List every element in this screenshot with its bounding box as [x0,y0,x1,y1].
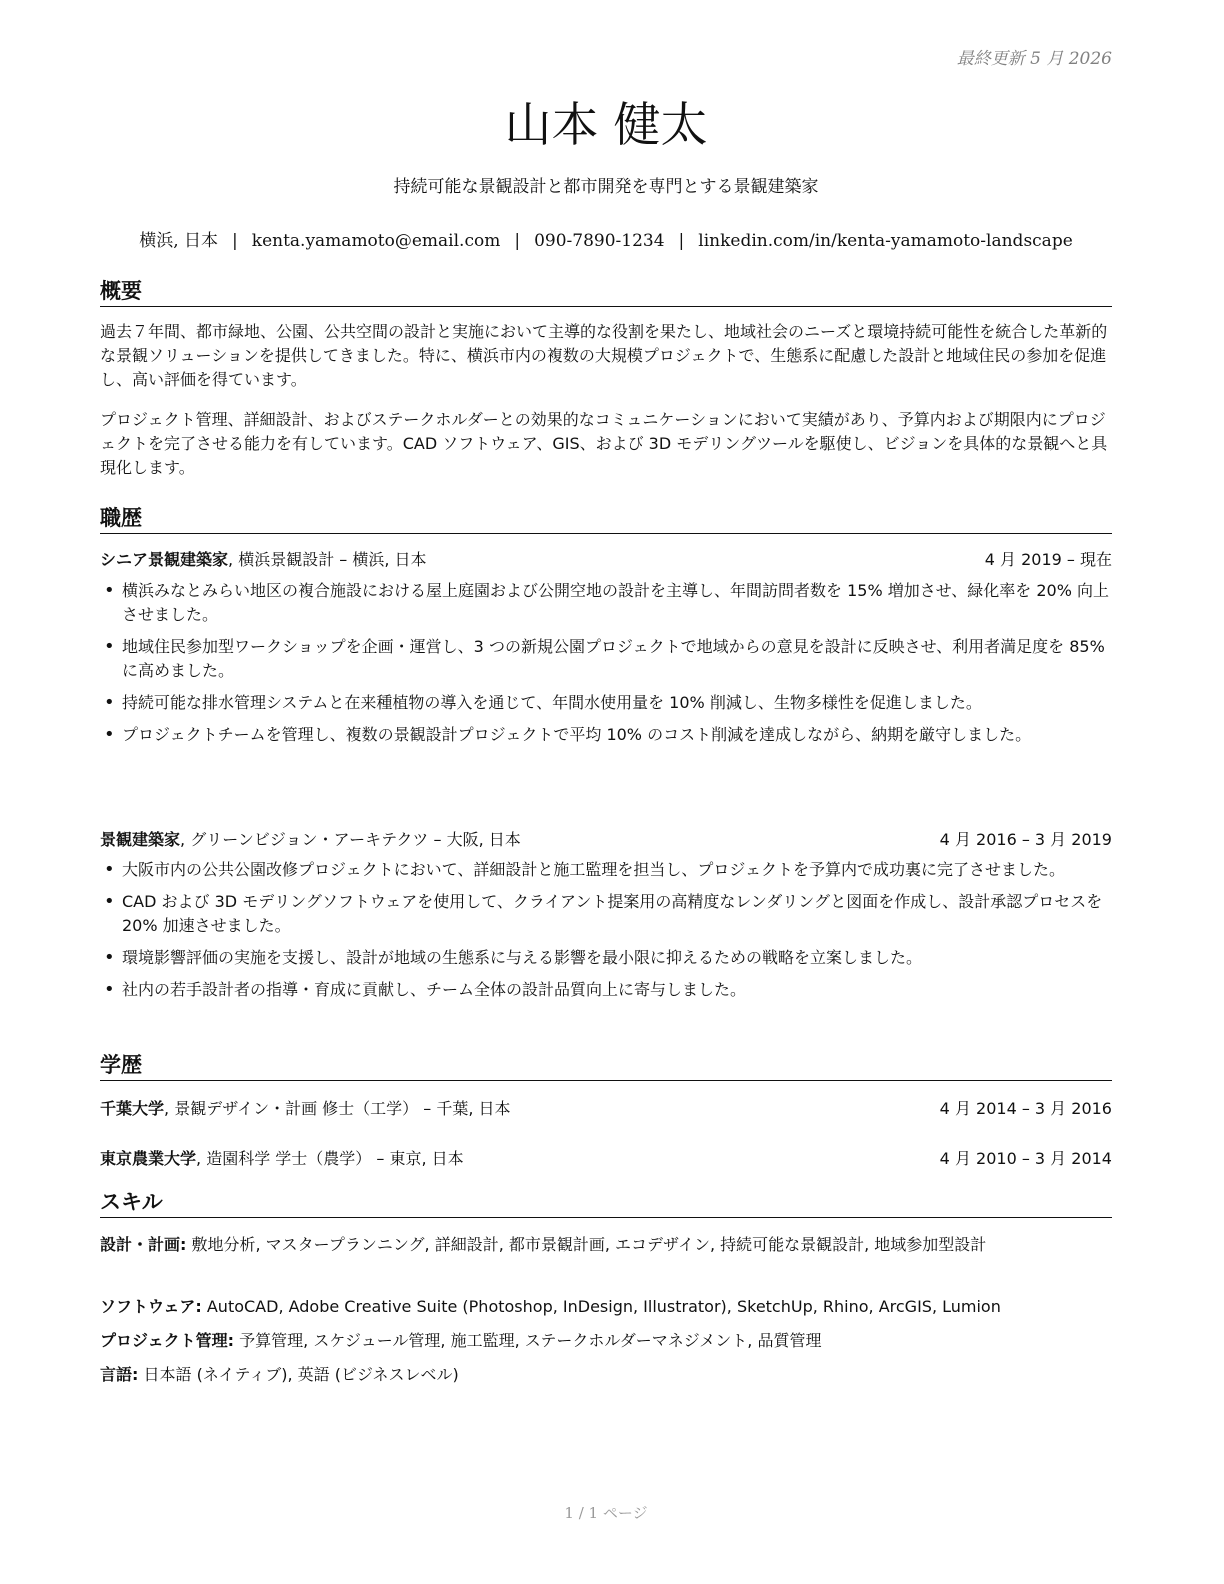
education-dates: 4 月 2010 – 3 月 2014 [939,1149,1112,1168]
skill-label: 設計・計画: [100,1235,187,1254]
job-dates: 4 月 2016 – 3 月 2019 [939,830,1112,849]
skill-row [100,1295,1112,1319]
school-name: 東京農業大学 [100,1149,197,1168]
education-line [100,1147,464,1171]
skill-row [100,1233,1112,1257]
list-item: • CAD および 3D モデリングソフトウェアを使用して、クライアント提案用の高精度なレンダリングと図面を作成し、設計承認プロセスを 20% 加速させました。 [100,890,1112,938]
job-title-line [100,828,521,852]
skill-row [100,1329,1112,1353]
education-dates: 4 月 2014 – 3 月 2016 [939,1099,1112,1118]
job-bullets [100,579,1112,755]
list-item: • 社内の若手設計者の指導・育成に貢献し、チーム全体の設計品質向上に寄与しました。 [100,978,1112,1002]
summary-paragraph: プロジェクト管理、詳細設計、およびステークホルダーとの効果的なコミュニケーションにおいて実績があり、予算内および期限内にプロジェクトを完了させる能力を有しています。CAD ソフトウェア、GIS、および 3D モデリングツールを駆使し、ビジョンを具体的な景観へと具現化します。 [100,410,1108,477]
list-item: • 環境影響評価の実施を支援し、設計が地域の生態系に与える影響を最小限に抑えるための戦略を立案しました。 [100,946,1112,970]
contact-linkedin[interactable]: linkedin.com/in/kenta-yamamoto-landscape [698,231,1073,251]
job-role: 景観建築家 [100,830,181,849]
skill-label: プロジェクト管理: [100,1331,235,1350]
section-title-summary: 概要 [100,278,1112,307]
job-company: , 横浜景観設計 – 横浜, 日本 [228,550,427,569]
school-name: 千葉大学 [100,1099,165,1118]
degree-detail: , 造園科学 学士（農学） – 東京, 日本 [196,1149,464,1168]
job-company: , グリーンビジョン・アーキテクツ – 大阪, 日本 [180,830,521,849]
skill-label: 言語: [100,1365,139,1384]
skill-row [100,1363,1112,1387]
list-item: • 持続可能な排水管理システムと在来種植物の導入を通じて、年間水使用量を 10% 削減し、生物多様性を促進しました。 [100,691,1112,715]
section-title-education: 学歴 [100,1052,1112,1081]
list-item: • 横浜みなとみらい地区の複合施設における屋上庭園および公開空地の設計を主導し、年間訪問者数を 15% 増加させ、緑化率を 20% 向上させました。 [100,579,1112,627]
contact-location: 横浜, 日本 [139,231,219,251]
page-number: 1 / 1 ページ [564,1504,648,1522]
job-role: シニア景観建築家 [100,550,229,569]
contact-phone[interactable]: 090-7890-1234 [534,231,665,251]
education-row [100,1147,1112,1171]
skill-value: 敷地分析, マスタープランニング, 詳細設計, 都市景観計画, エコデザイン, 持続可能な景観設計, 地域参加型設計 [186,1235,987,1254]
job-title-line [100,548,427,572]
candidate-name: 山本 健太 [504,98,708,153]
skill-label: ソフトウェア: [100,1297,202,1316]
job-header [100,828,1112,852]
summary-paragraph: 過去７年間、都市緑地、公園、公共空間の設計と実施において主導的な役割を果たし、地域社会のニーズと環境持続可能性を統合した革新的な景観ソリューションを提供してきました。特に、横浜市内の複数の大規模プロジェクトで、生態系に配慮した設計と地域住民の参加を促進し、高い評価を得ています。 [100,322,1108,389]
last-updated: 最終更新 5 月 2026 [956,49,1112,69]
separator: | [514,231,521,251]
skill-value: AutoCAD, Adobe Creative Suite (Photoshop, InDesign, Illustrator), SketchUp, Rhino, ArcGIS, Lumion [201,1297,1001,1316]
tagline: 持続可能な景観設計と都市開発を専門とする景観建築家 [393,177,819,197]
separator: | [232,231,238,251]
job-bullets [100,858,1112,1010]
contact-line [100,226,1112,251]
resume-page [100,0,1112,1584]
list-item: • 地域住民参加型ワークショップを企画・運営し、3 つの新規公園プロジェクトで地域からの意見を設計に反映させ、利用者満足度を 85% に高めました。 [100,635,1112,683]
contact-email[interactable]: kenta.yamamoto@email.com [251,231,501,251]
list-item: • 大阪市内の公共公園改修プロジェクトにおいて、詳細設計と施工監理を担当し、プロジェクトを予算内で成功裏に完了させました。 [100,858,1112,882]
list-item: • プロジェクトチームを管理し、複数の景観設計プロジェクトで平均 10% のコスト削減を達成しながら、納期を厳守しました。 [100,723,1112,747]
section-title-experience: 職歴 [100,505,1112,534]
education-line [100,1097,511,1121]
job-dates: 4 月 2019 – 現在 [984,550,1112,569]
job-header [100,548,1112,572]
skill-value: 予算管理, スケジュール管理, 施工監理, ステークホルダーマネジメント, 品質管理 [234,1331,822,1350]
separator: | [678,231,685,251]
degree-detail: , 景観デザイン・計画 修士（工学） – 千葉, 日本 [164,1099,511,1118]
skill-value: 日本語 (ネイティブ), 英語 (ビジネスレベル) [138,1365,459,1384]
section-title-skills: スキル [100,1189,1112,1218]
education-row [100,1097,1112,1121]
